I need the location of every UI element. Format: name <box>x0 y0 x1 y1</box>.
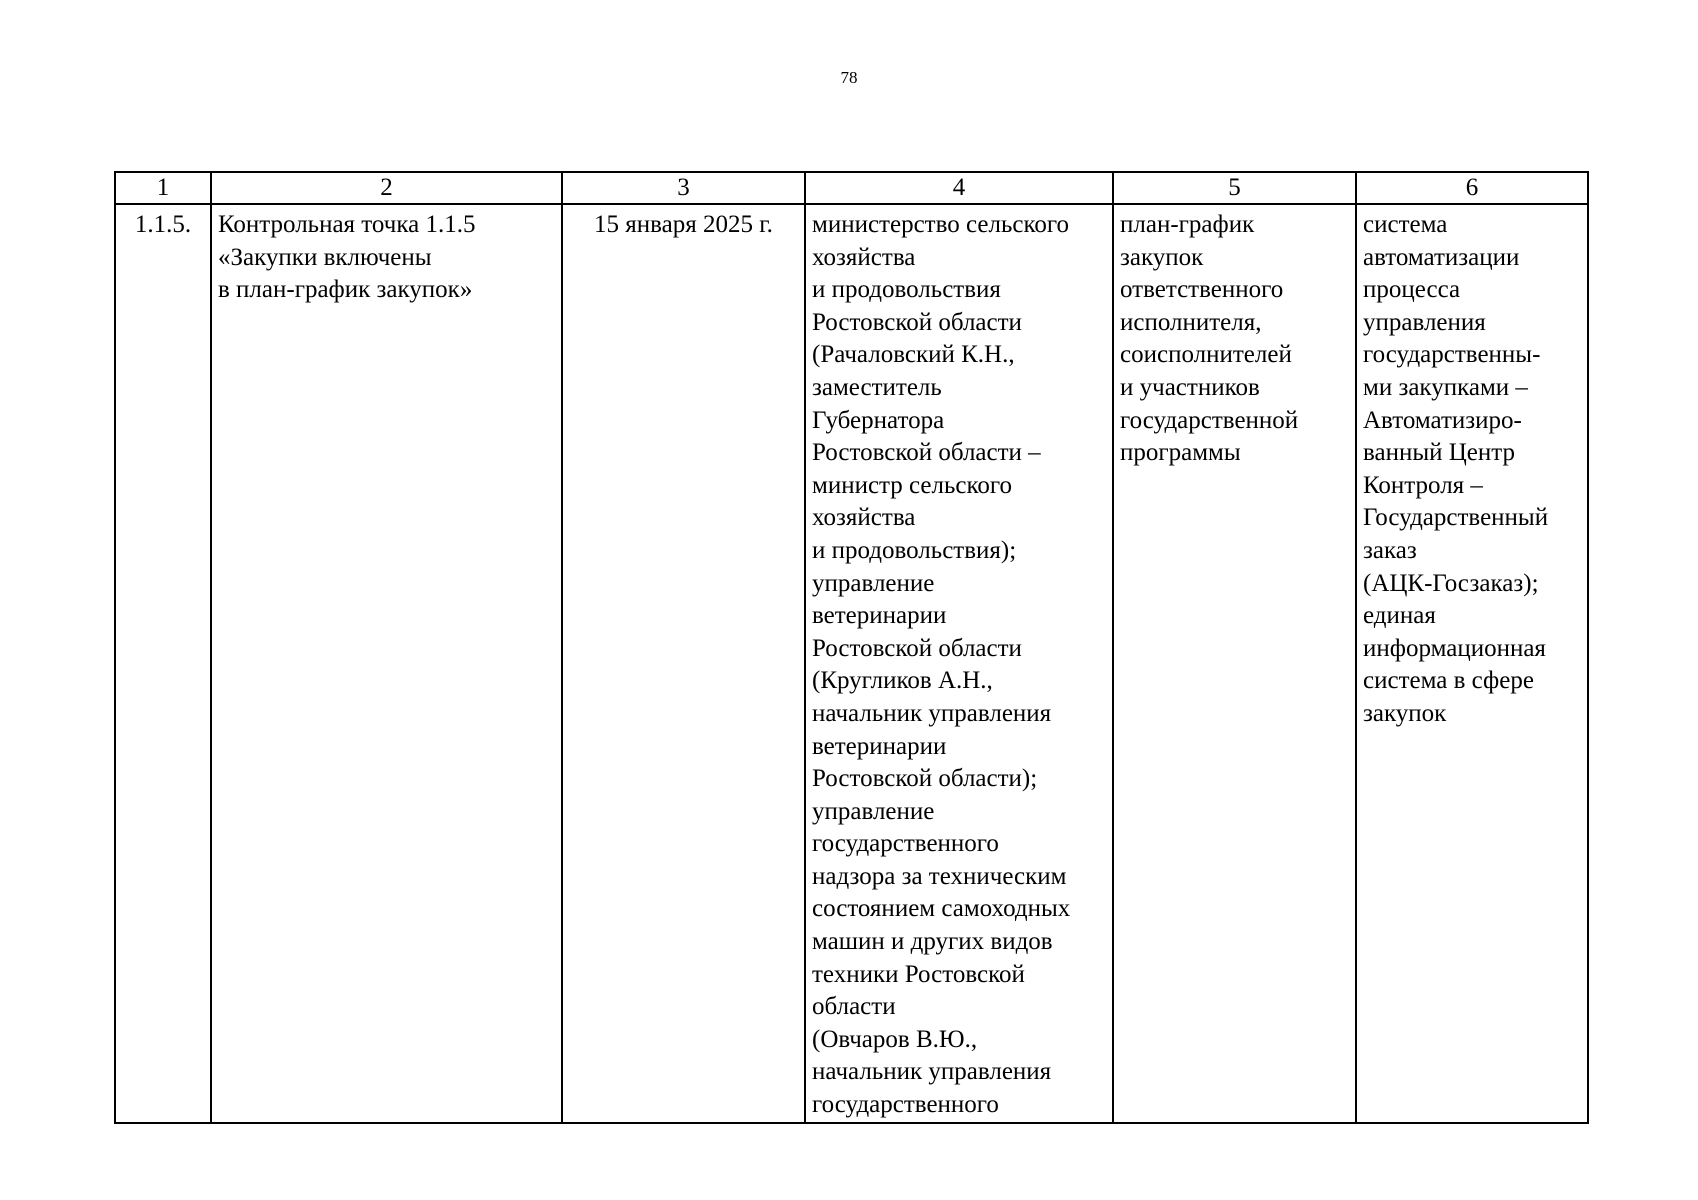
control-point-name-cell: Контрольная точка 1.1.5 «Закупки включены в план-график закупок» <box>211 204 562 1123</box>
row-number-cell: 1.1.5. <box>115 204 211 1123</box>
information-system-cell: система автоматизации процесса управления государственны- ми закупками – Автоматизиро- ванный Центр Контроля – Государственный заказ (АЦК-Госзаказ); единая информационная система в сфере закупок <box>1356 204 1588 1123</box>
responsible-executor-cell: министерство сельского хозяйства и продовольствия Ростовской области (Рачаловский К.Н., заместитель Губернатора Ростовской области – министр сельского хозяйства и продовольствия); управление ветеринарии Ростовской области (Кругликов А.Н., начальник управления ветеринарии Ростовской области); управление государственного надзора за техническим состоянием самоходных машин и других видов техники Ростовской области (Овчаров В.Ю., начальник управления государственного <box>805 204 1113 1123</box>
table-row <box>115 204 1588 1123</box>
column-header-4: 4 <box>805 172 1113 204</box>
column-header-6: 6 <box>1356 172 1588 204</box>
deadline-date-cell: 15 января 2025 г. <box>562 204 805 1123</box>
column-header-2: 2 <box>211 172 562 204</box>
control-points-table <box>114 171 1589 1124</box>
table-header-row <box>115 172 1588 204</box>
column-header-5: 5 <box>1113 172 1356 204</box>
column-header-1: 1 <box>115 172 211 204</box>
page-number: 78 <box>840 68 858 87</box>
column-header-3: 3 <box>562 172 805 204</box>
document-type-cell: план-график закупок ответственного исполнителя, соисполнителей и участников государственной программы <box>1113 204 1356 1123</box>
